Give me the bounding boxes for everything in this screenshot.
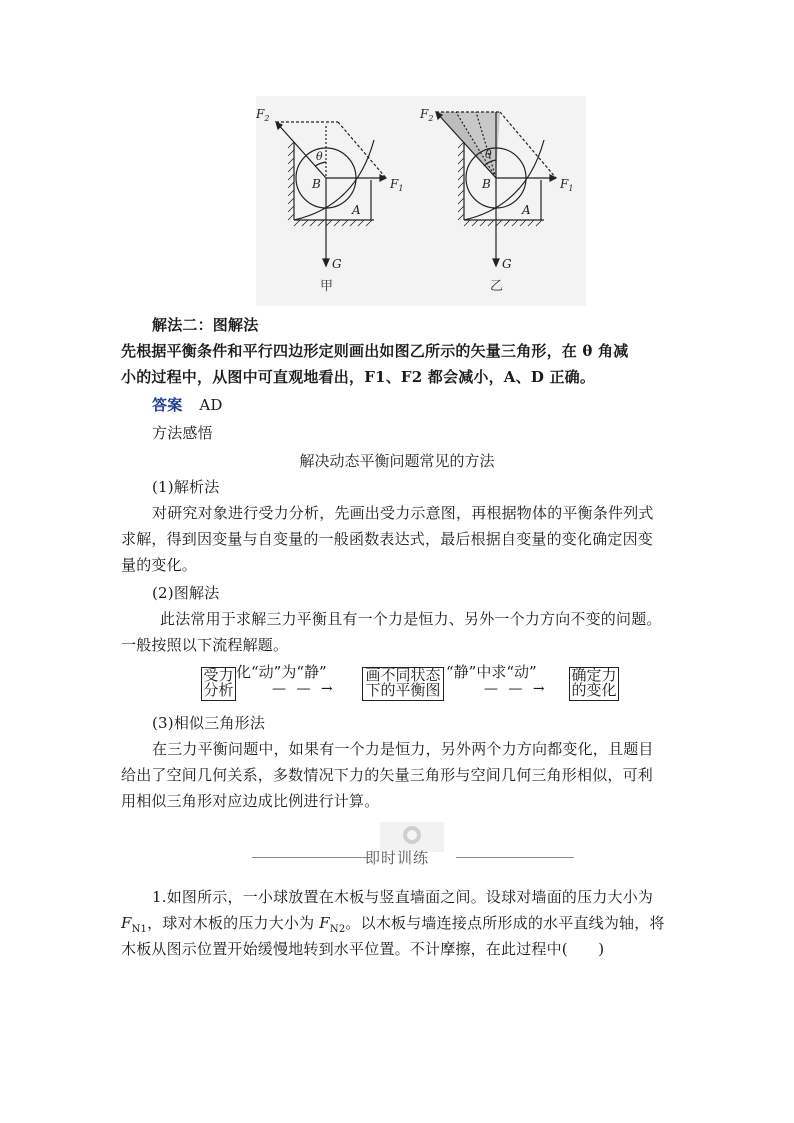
- answer-line: [152, 392, 223, 418]
- flow-step-2: “静”中求“动”: [446, 663, 537, 681]
- insight-label: 方法感悟: [152, 424, 213, 442]
- method3-line1: 在三力平衡问题中，如果有一个力是恒力，另外两个力方向都变化，且题目: [152, 740, 654, 758]
- diagram-right: [436, 112, 556, 266]
- exercise-line3: 木板从图示位置开始缓慢地转到水平位置。不计摩擦，在此过程中( ): [121, 940, 605, 958]
- answer-value: AD: [199, 396, 223, 414]
- label-B-left: B: [312, 177, 321, 191]
- method1-line2: 求解，得到因变量与自变量的一般函数表达式，最后根据自变量的变化确定因变: [121, 530, 654, 548]
- label-A-left: A: [352, 203, 361, 217]
- caption-left: 甲: [320, 279, 334, 294]
- flow-step-1: 化“动”为“静”: [236, 663, 327, 681]
- method1-line1: 对研究对象进行受力分析，先画出受力示意图，再根据物体的平衡条件列式: [152, 504, 654, 522]
- method2b-heading: (2)图解法: [152, 584, 220, 602]
- diagram-left: [276, 122, 386, 266]
- logo-icon: [403, 826, 421, 844]
- method1-line3: 量的变化。: [121, 556, 198, 574]
- flow-box-determine-change: 确定力 的变化: [569, 667, 619, 701]
- flow-box-draw-states: 画不同状态 下的平衡图: [362, 667, 444, 701]
- force-diagram: [256, 96, 586, 306]
- flow-box-force-analysis: 受力 分析: [201, 667, 236, 701]
- label-F1-left: $F_1$: [390, 177, 404, 193]
- method2b-line1: 此法常用于求解三力平衡且有一个力是恒力、另外一个力方向不变的问题。: [160, 610, 662, 628]
- label-G-right: G: [502, 257, 512, 271]
- label-F1-right: $F_1$: [560, 177, 574, 193]
- label-F2-right: $F_2$: [420, 107, 434, 123]
- caption-right: 乙: [490, 279, 504, 294]
- method3-line3: 用相似三角形对应边成比例进行计算。: [121, 792, 380, 810]
- method2-line1: 先根据平衡条件和平行四边形定则画出如图乙所示的矢量三角形，在 θ 角减: [121, 342, 629, 360]
- label-theta-left: θ: [316, 150, 323, 163]
- method2b-line2: 一般按照以下流程解题。: [121, 636, 289, 654]
- flow-arrow-2: — — →: [484, 681, 548, 697]
- label-F2-left: $F_2$: [256, 107, 270, 123]
- method1-heading: (1)解析法: [152, 478, 220, 496]
- answer-label: 答案: [152, 396, 183, 414]
- insight-title: 解决动态平衡问题常见的方法: [299, 452, 495, 470]
- label-theta-right: θ: [485, 148, 492, 161]
- section-title-practice: 即时训练: [364, 849, 429, 867]
- method2-line2: 小的过程中，从图中可直观地看出，F1、F2 都会减小，A、D 正确。: [121, 368, 596, 386]
- physics-figure: [256, 96, 586, 306]
- flow-arrow-1: — — →: [272, 681, 336, 697]
- exercise-line1: 1.如图所示，一小球放置在木板与竖直墙面之间。设球对墙面的压力大小为: [152, 888, 654, 906]
- method3-heading: (3)相似三角形法: [152, 714, 266, 732]
- method3-line2: 给出了空间几何关系，多数情况下力的矢量三角形与空间几何三角形相似，可利: [121, 766, 654, 784]
- label-A-right: A: [522, 203, 531, 217]
- label-B-right: B: [482, 177, 491, 191]
- method2-heading: 解法二：图解法: [152, 316, 259, 334]
- label-G-left: G: [332, 257, 342, 271]
- exercise-line2: $F_{N1}$，球对木板的压力大小为 $F_{N2}$。以木板与墙连接点所形成的水平直线为轴，将: [121, 914, 665, 935]
